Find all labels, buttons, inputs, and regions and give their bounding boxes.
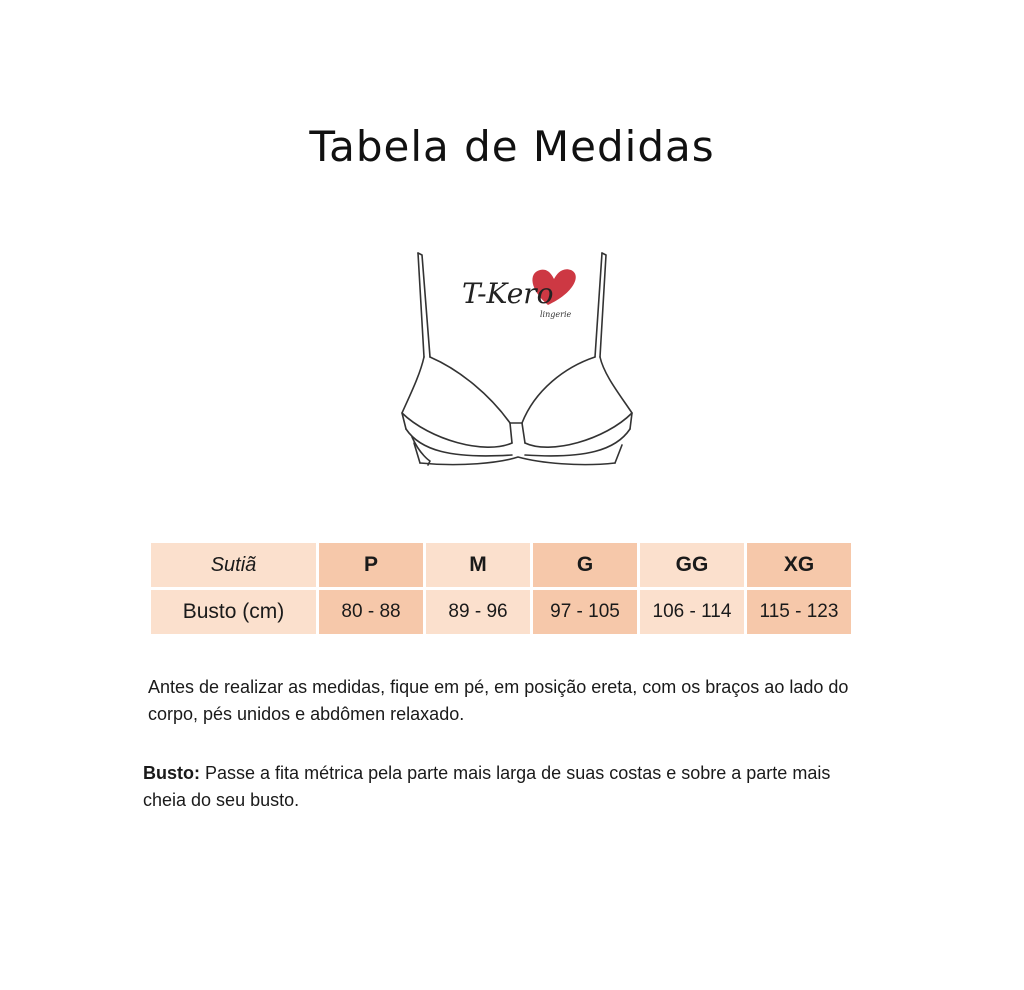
bra-illustration bbox=[390, 245, 650, 470]
size-cell: XG bbox=[747, 543, 851, 587]
size-cell: M bbox=[426, 543, 530, 587]
size-table bbox=[148, 540, 854, 637]
bust-instruction bbox=[143, 760, 873, 814]
bust-range-cell: 89 - 96 bbox=[426, 590, 530, 634]
brand-logo bbox=[462, 269, 576, 319]
bust-range-cell: 80 - 88 bbox=[319, 590, 423, 634]
measurement-intro: Antes de realizar as medidas, fique em pé, em posição ereta, com os braços ao lado do corpo, pés unidos e abdômen relaxado. bbox=[148, 677, 849, 724]
size-header-row bbox=[151, 543, 851, 587]
bust-range-cell: 106 - 114 bbox=[640, 590, 744, 634]
row-label-cell: Busto (cm) bbox=[151, 590, 316, 634]
bust-range-cell: 97 - 105 bbox=[533, 590, 637, 634]
bust-range-cell: 115 - 123 bbox=[747, 590, 851, 634]
size-cell: P bbox=[319, 543, 423, 587]
header-label-cell: Sutiã bbox=[151, 543, 316, 587]
bust-instruction-label: Busto: bbox=[143, 763, 200, 783]
brand-tagline: lingerie bbox=[540, 310, 572, 319]
bust-instruction-text: Passe a fita métrica pela parte mais larga de suas costas e sobre a parte mais cheia do seu busto. bbox=[143, 763, 831, 810]
page-title: Tabela de Medidas bbox=[309, 122, 715, 171]
size-cell: G bbox=[533, 543, 637, 587]
brand-name: T-Kero bbox=[462, 277, 554, 310]
bust-row bbox=[151, 590, 851, 634]
size-cell: GG bbox=[640, 543, 744, 587]
